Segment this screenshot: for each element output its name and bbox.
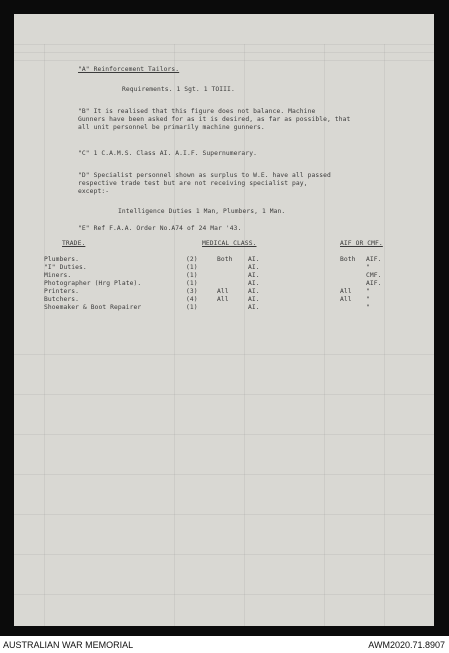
count-cell: (1) <box>186 280 198 287</box>
trade-cell: Plumbers. <box>44 256 80 263</box>
service-cell: " <box>366 264 370 271</box>
document-page <box>14 14 434 626</box>
heading: "A" Reinforcement Tailors. <box>78 66 180 73</box>
service-cell: CMF. <box>366 272 382 279</box>
para-b-line-3: all unit personnel be primarily machine gunners. <box>78 124 265 131</box>
service-cell: AIF. <box>366 256 382 263</box>
count-cell: (3) <box>186 288 198 295</box>
footer-bar <box>0 636 449 653</box>
para-d-line-3: except:- <box>78 188 110 195</box>
trade-cell: Miners. <box>44 272 72 279</box>
header-trade: TRADE. <box>62 240 86 247</box>
trade-cell: "I" Duties. <box>44 264 87 271</box>
service-qualifier-cell: All <box>340 288 352 295</box>
intelligence-line: Intelligence Duties 1 Man, Plumbers, 1 Man. <box>118 208 286 215</box>
footer-accession-number: AWM2020.71.8907 <box>368 640 445 650</box>
footer-institution: AUSTRALIAN WAR MEMORIAL <box>3 640 134 650</box>
trade-cell: Photographer (Hrg Plate). <box>44 280 142 287</box>
medical-qualifier-cell: Both <box>217 256 233 263</box>
service-cell: " <box>366 296 370 303</box>
para-b-line-1: "B" It is realised that this figure does not balance. Machine <box>78 108 316 115</box>
para-d-line-1: "D" Specialist personnel shown as surplus to W.E. have all passed <box>78 172 331 179</box>
header-medical-class: MEDICAL CLASS. <box>202 240 257 247</box>
count-cell: (1) <box>186 272 198 279</box>
para-b-line-2: Gunners have been asked for as it is desired, as far as possible, that <box>78 116 351 123</box>
trade-cell: Butchers. <box>44 296 80 303</box>
trade-cell: Printers. <box>44 288 80 295</box>
medical-class-cell: AI. <box>248 264 260 271</box>
service-qualifier-cell: Both <box>340 256 356 263</box>
medical-class-cell: AI. <box>248 256 260 263</box>
header-aif-or-cmf: AIF OR CMF. <box>340 240 383 247</box>
service-cell: AIF. <box>366 280 382 287</box>
medical-class-cell: AI. <box>248 272 260 279</box>
service-cell: " <box>366 304 370 311</box>
medical-class-cell: AI. <box>248 280 260 287</box>
para-e: "E" Ref F.A.A. Order No.A74 of 24 Mar '43. <box>78 225 242 232</box>
count-cell: (2) <box>186 256 198 263</box>
count-cell: (1) <box>186 304 198 311</box>
count-cell: (1) <box>186 264 198 271</box>
medical-class-cell: AI. <box>248 288 260 295</box>
service-cell: " <box>366 288 370 295</box>
count-cell: (4) <box>186 296 198 303</box>
medical-qualifier-cell: All <box>217 296 229 303</box>
service-qualifier-cell: All <box>340 296 352 303</box>
para-c: "C" 1 C.A.M.S. Class AI. A.I.F. Supernumerary. <box>78 150 257 157</box>
para-d-line-2: respective trade test but are not receiving specialist pay, <box>78 180 308 187</box>
medical-qualifier-cell: All <box>217 288 229 295</box>
requirements-line: Requirements. 1 Sgt. 1 TOIII. <box>122 86 235 93</box>
trade-cell: Shoemaker & Boot Repairer <box>44 304 142 311</box>
medical-class-cell: AI. <box>248 304 260 311</box>
medical-class-cell: AI. <box>248 296 260 303</box>
